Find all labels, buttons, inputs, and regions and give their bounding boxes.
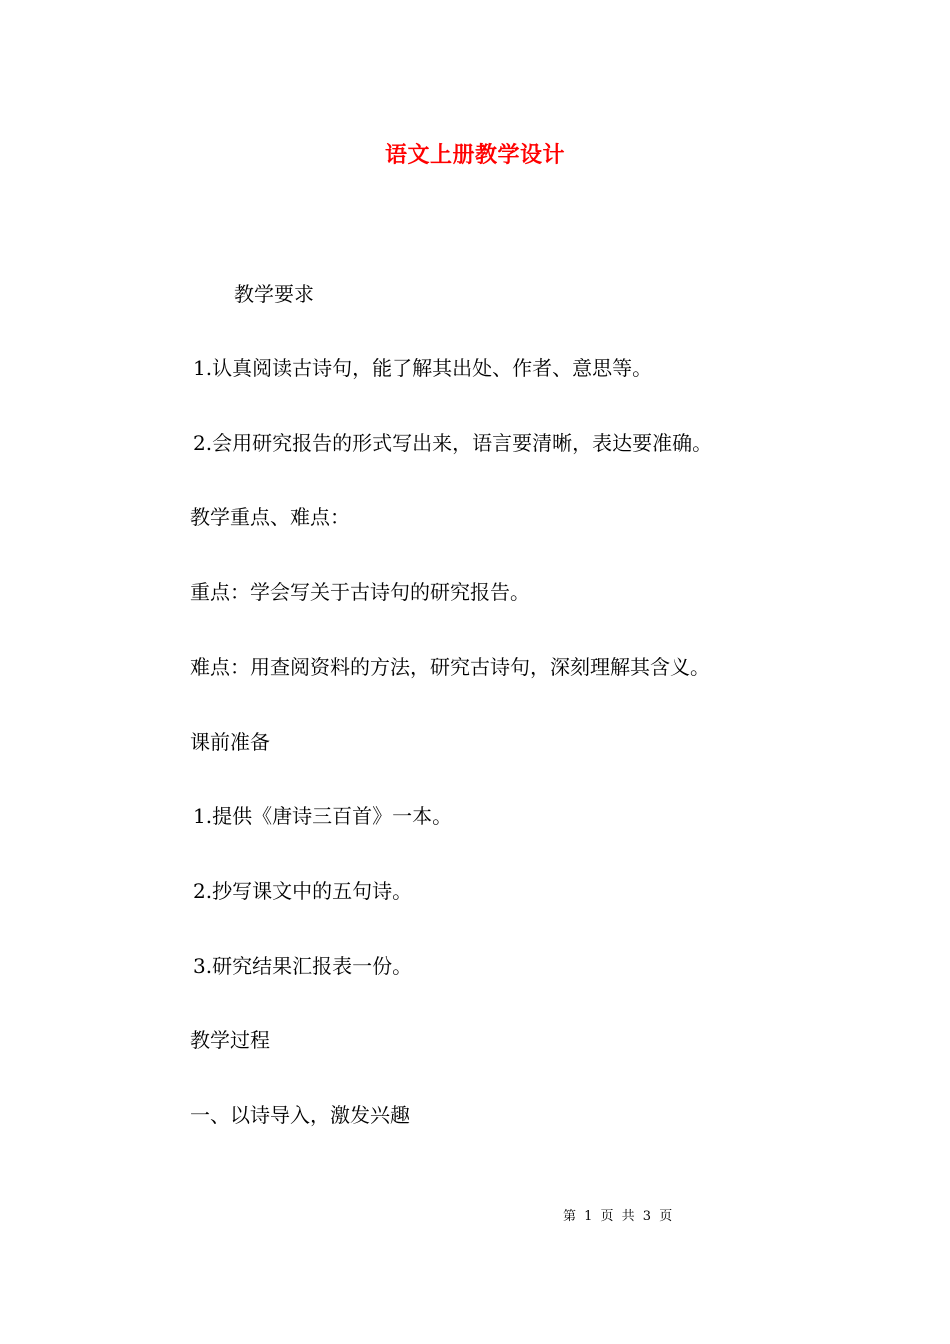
process-step-1: 一、以诗导入，激发兴趣 <box>190 1103 410 1127</box>
section-heading-process: 教学过程 <box>190 1028 270 1052</box>
key-point-text: 重点：学会写关于古诗句的研究报告。 <box>190 580 530 604</box>
preparation-item-3: 3.研究结果汇报表一份。 <box>193 954 413 978</box>
requirement-item-2: 2.会用研究报告的形式写出来，语言要清晰，表达要准确。 <box>193 431 713 455</box>
page-number: 第 1 页 共 3 页 <box>563 1209 673 1224</box>
section-heading-requirements: 教学要求 <box>234 282 314 306</box>
requirement-item-1: 1.认真阅读古诗句，能了解其出处、作者、意思等。 <box>193 356 653 380</box>
section-heading-key-points: 教学重点、难点： <box>190 505 350 529</box>
document-title: 语文上册教学设计 <box>384 142 565 168</box>
preparation-item-1: 1.提供《唐诗三百首》一本。 <box>193 804 453 828</box>
preparation-item-2: 2.抄写课文中的五句诗。 <box>193 879 413 903</box>
section-heading-preparation: 课前准备 <box>190 730 270 754</box>
difficult-point-text: 难点：用查阅资料的方法，研究古诗句，深刻理解其含义。 <box>190 655 710 679</box>
